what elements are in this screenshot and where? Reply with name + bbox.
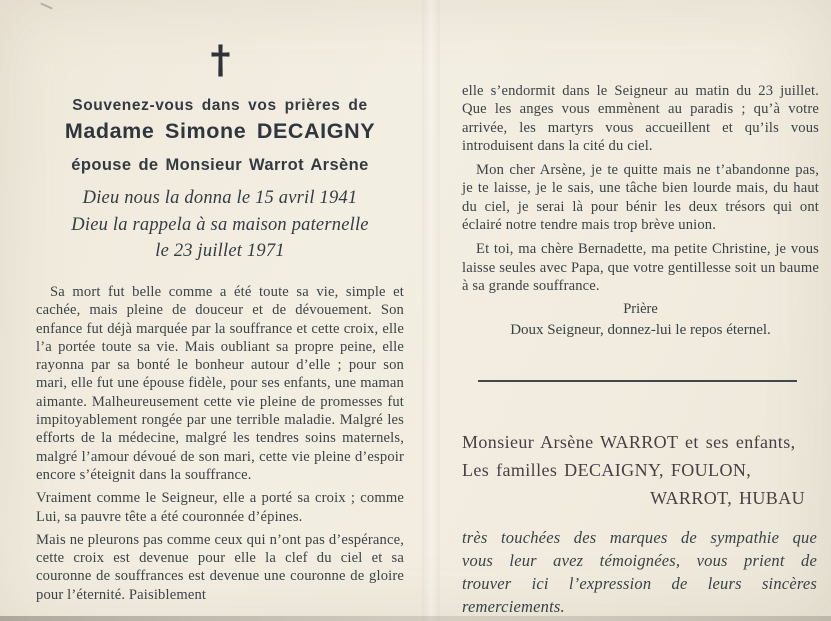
continuation-paragraph: elle s’endormit dans le Seigneur au matin du 23 juillet. Que les anges vous emmènent au paradis ; qu’à votre arrivée, les martyrs vous accueillent et qu’ils vous introduisent dans la cité du ciel. <box>462 83 819 154</box>
left-page <box>36 0 404 621</box>
latin-cross-icon <box>36 44 404 82</box>
right-page <box>462 0 819 621</box>
closing-thanks-paragraph: très touchées des marques de sympathie que vous leur avez témoignées, vous prient de trouver ici l’expression de leurs sincères remerciements. <box>462 528 817 616</box>
prayer-heading: Prière <box>623 301 658 317</box>
death-date-line-1: Dieu la rappela à sa maison paternelle <box>71 215 369 235</box>
scan-edge-shadow <box>0 616 831 621</box>
prayer-block <box>462 301 819 339</box>
prayer-text: Doux Seigneur, donnez-lui le repos éternel. <box>510 322 771 338</box>
prayer-invocation-line: Souvenez-vous dans vos prières de <box>72 97 368 114</box>
spouse-line: épouse de Monsieur Warrot Arsène <box>71 156 369 174</box>
death-date-line-2: le 23 juillet 1971 <box>155 241 285 261</box>
acknowledgement-line-1: Monsieur Arsène WARROT et ses enfants, <box>462 432 796 452</box>
acknowledgement-line-3: WARROT, HUBAU <box>650 488 805 508</box>
acknowledgement-block <box>462 428 815 512</box>
farewell-husband-paragraph: Mon cher Arsène, je te quitte mais ne t’abandonne pas, je te laisse, je le sais, une tâche bien lourde mais, du haut du ciel, je serai là pour bénir les deux trésors qui ont éclairé notre tendre mais trop brève union. <box>462 162 819 234</box>
deceased-name: Madame Simone DECAIGNY <box>64 119 376 143</box>
birth-date-line: Dieu nous la donna le 15 avril 1941 <box>82 188 358 208</box>
farewell-children-paragraph: Et toi, ma chère Bernadette, ma petite Christine, je vous laisse seules avec Papa, que votre gentillesse soit un baume à sa grande souffrance. <box>462 241 819 294</box>
obituary-text-block <box>36 283 404 604</box>
obituary-paragraph: Sa mort fut belle comme a été toute sa vie, simple et cachée, mais pleine de douceur et de dévouement. Son enfance fut déjà marquée par la souffrance et cette croix, elle l’a portée toute sa vie. Mais oubliant sa propre peine, elle rayonna par sa bonté le bonheur autour d’elle ; pour son mari, elle fut une épouse fidèle, pour ses enfants, une maman aimante. Malheureusement cette vie pleine de promesses fut impitoyablement rongée par une terrible maladie. Malgré les efforts de la médecine, malgré les tendres soins maternels, malgré l’amour dévoué de son mari, cette vie pleine d’espoir encore s’éteignit dans la souffrance. <box>36 284 404 483</box>
section-divider <box>478 380 797 382</box>
page-fold-shadow <box>422 0 440 621</box>
obituary-paragraph: Mais ne pleurons pas comme ceux qui n’ont pas d’espérance, cette croix est devenue pour elle la clef du ciel et sa couronne de souffrances est devenue une couronne de gloire pour l’éternité. Paisiblement <box>36 531 404 603</box>
obituary-paragraph: Vraiment comme le Seigneur, elle a porté sa croix ; comme Lui, sa pauvre tête a été couronnée d’épines. <box>36 490 404 525</box>
farewell-text-block <box>462 82 819 301</box>
acknowledgement-line-2: Les familles DECAIGNY, FOULON, <box>462 460 752 480</box>
